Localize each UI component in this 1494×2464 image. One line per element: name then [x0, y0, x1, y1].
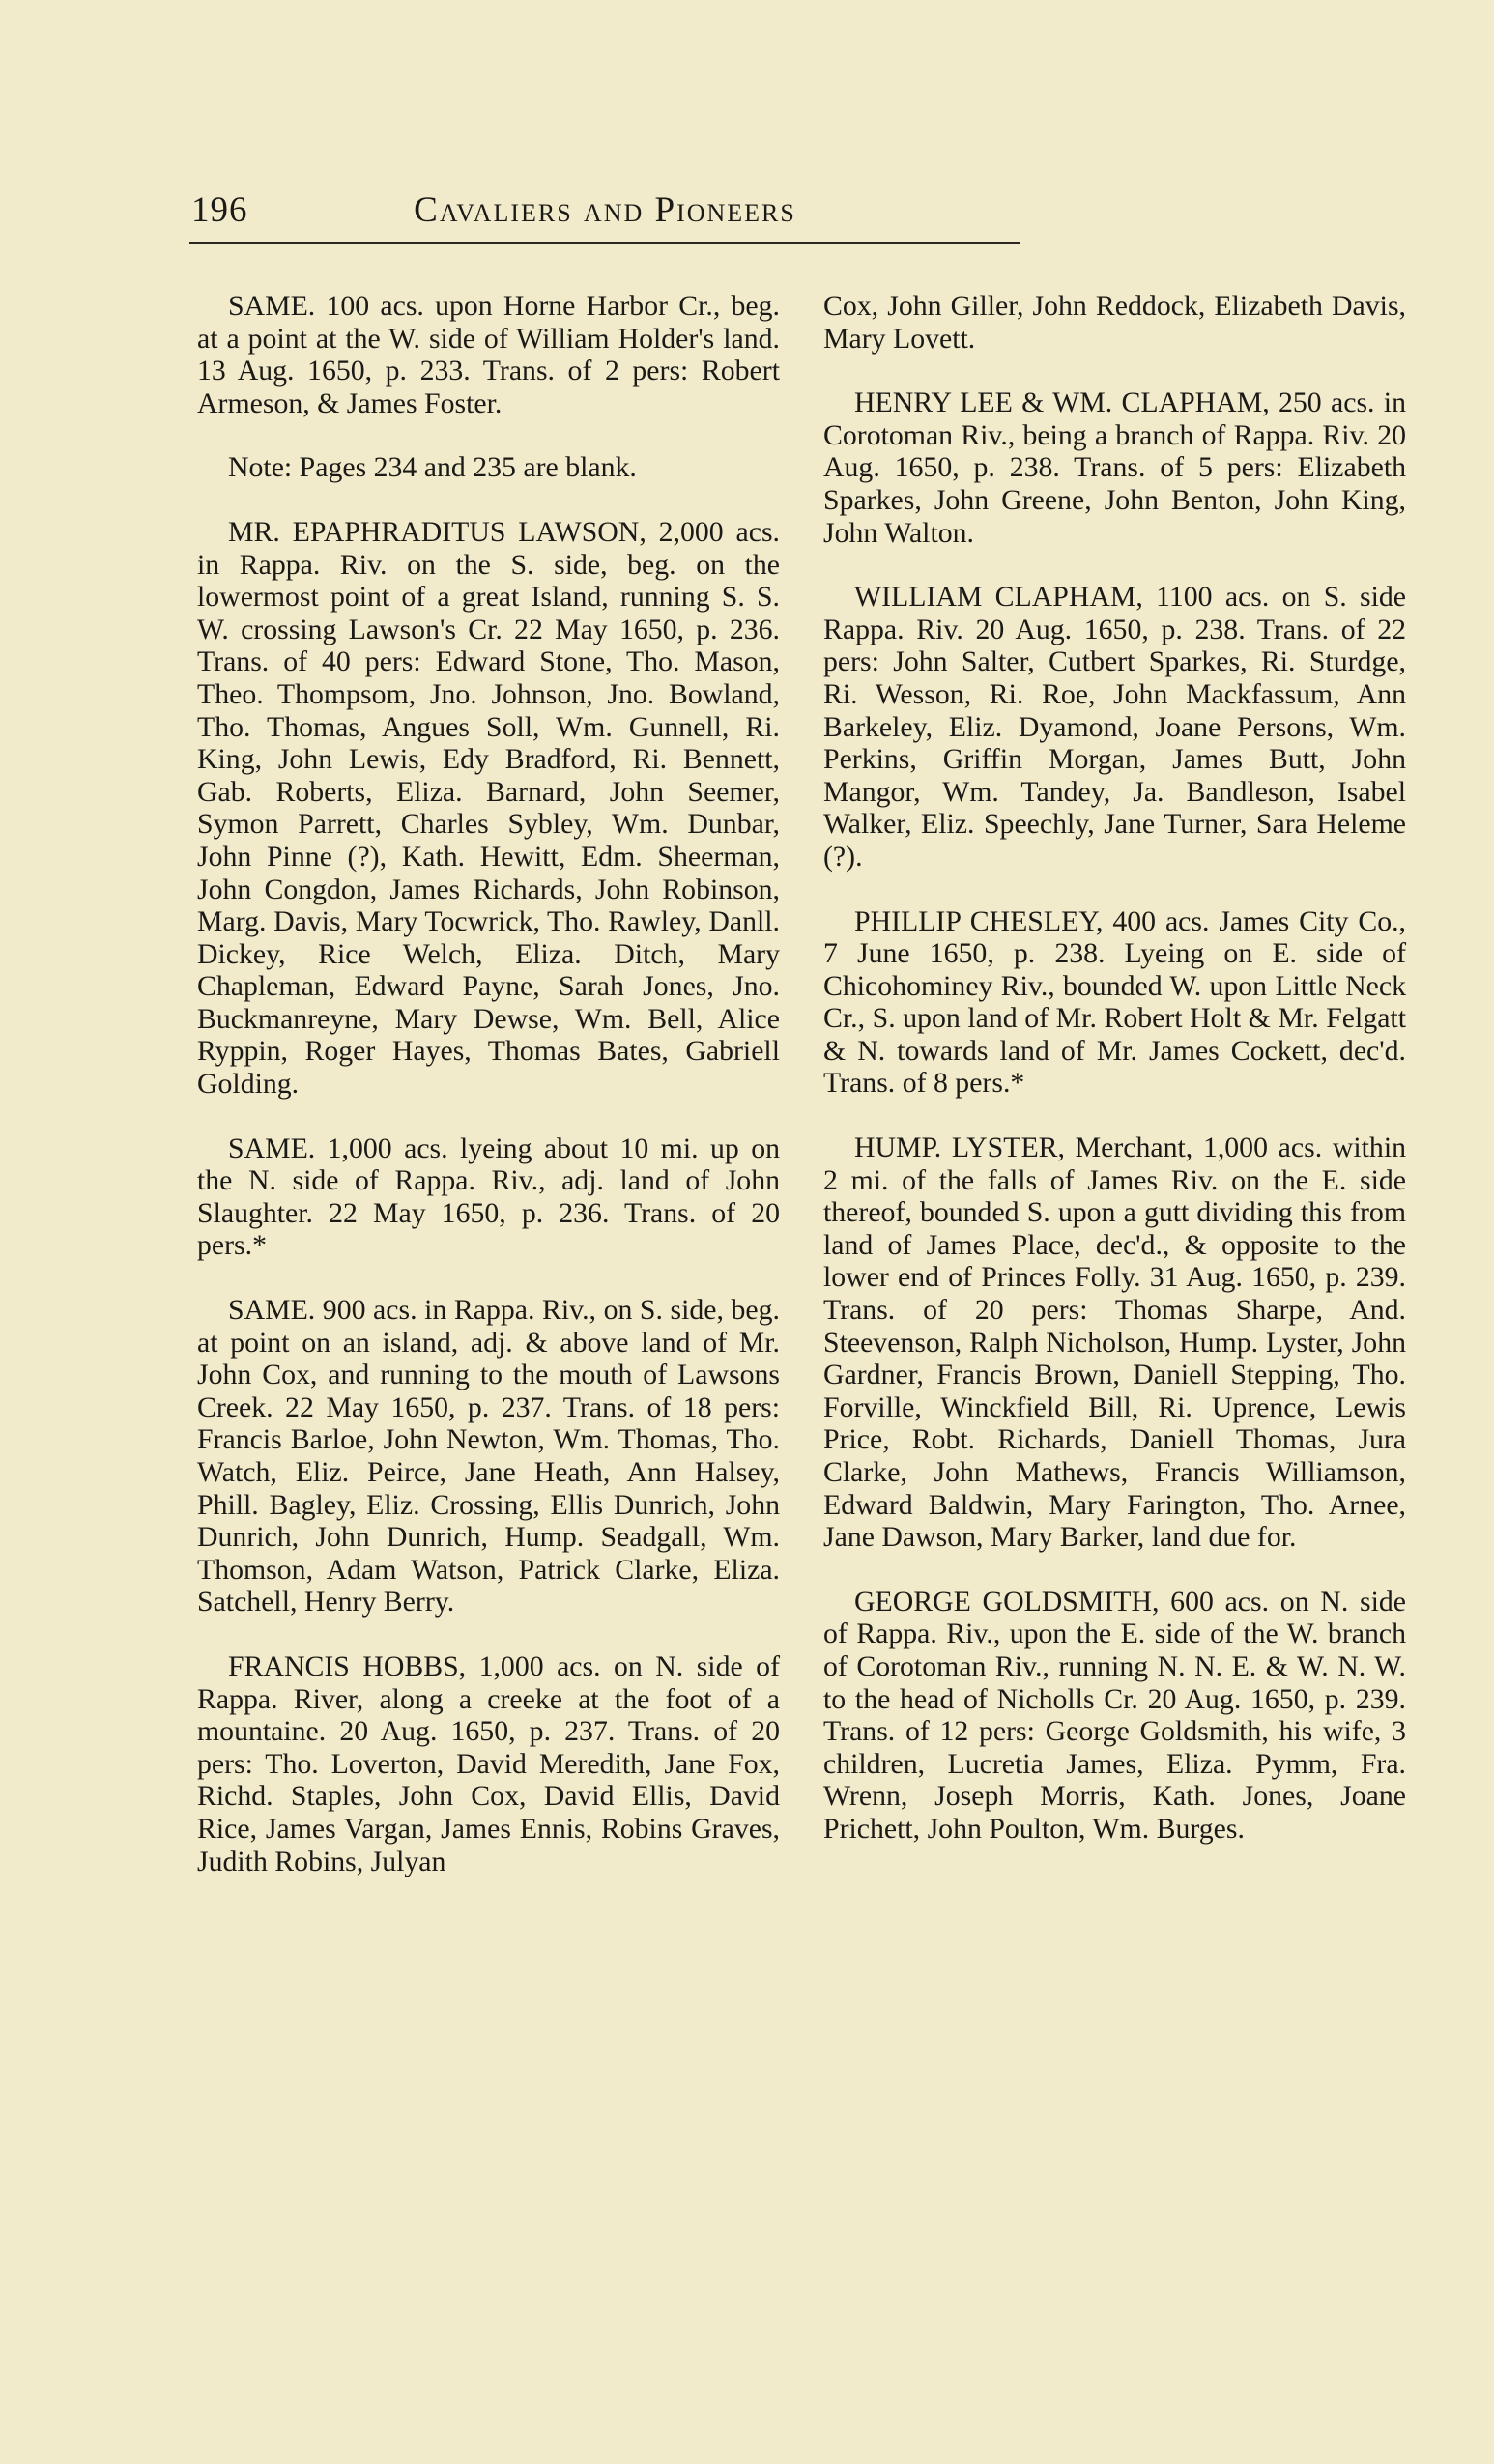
entry-phillip-chesley: PHILLIP CHESLEY, 400 acs. James City Co., 7 June 1650, p. 238. Lyeing on E. side of Chicohominey Riv., bounded W. upon Little Neck Cr., S. upon land of Mr. Robert Holt & Mr. Felgatt & N. towards land of Mr. James Cockett, dec'd. Trans. of 8 pers.* [823, 904, 1406, 1100]
entry-continuation: Cox, John Giller, John Reddock, Elizabeth Davis, Mary Lovett. [823, 290, 1406, 355]
page-header [191, 189, 1019, 238]
left-column [197, 290, 780, 1909]
entry-same-900-acs: SAME. 900 acs. in Rappa. Riv., on S. side, beg. at point on an island, adj. & above land of Mr. John Cox, and running to the mouth of Lawsons Creek. 22 May 1650, p. 237. Trans. of 18 pers: Francis Barloe, John Newton, Wm. Thomas, Tho. Watch, Eliz. Peirce, Jane Heath, Ann Halsey, Phill. Bagley, Eliz. Crossing, Ellis Dunrich, John Dunrich, John Dunrich, Hump. Seadgall, Wm. Thomson, Adam Watson, Patrick Clarke, Eliza. Satchell, Henry Berry. [197, 1294, 780, 1619]
right-column [823, 290, 1406, 1877]
header-rule [189, 242, 1020, 244]
note-blank-pages: Note: Pages 234 and 235 are blank. [228, 451, 637, 484]
entry-george-goldsmith: GEORGE GOLDSMITH, 600 acs. on N. side of Rappa. Riv., upon the E. side of the W. branch of Corotoman Riv., running N. N. E. & W. N. W. to the head of Nicholls Cr. 20 Aug. 1650, p. 239. Trans. of 12 pers: George Goldsmith, his wife, 3 children, Lucretia James, Eliza. Pymm, Fra. Wrenn, Joseph Morris, Kath. Jones, Joane Prichett, John Poulton, Wm. Burges. [823, 1585, 1406, 1845]
running-title: Cavaliers and Pioneers [414, 190, 796, 230]
page-number: 196 [191, 190, 248, 230]
entry-francis-hobbs: FRANCIS HOBBS, 1,000 acs. on N. side of Rappa. River, along a creeke at the foot of a mountaine. 20 Aug. 1650, p. 237. Trans. of 20 pers: Tho. Loverton, David Meredith, Jane Fox, Richd. Staples, John Cox, David Ellis, David Rice, James Vargan, James Ennis, Robins Graves, Judith Robins, Julyan [197, 1649, 780, 1877]
entry-same-1000-acs: SAME. 1,000 acs. lyeing about 10 mi. up on the N. side of Rappa. Riv., adj. land of John Slaughter. 22 May 1650, p. 236. Trans. of 20 pers.* [197, 1132, 780, 1262]
entry-epaphraditus-lawson: MR. EPAPHRADITUS LAWSON, 2,000 acs. in Rappa. Riv. on the S. side, beg. on the lowermost point of a great Island, running S. S. W. crossing Lawson's Cr. 22 May 1650, p. 236. Trans. of 40 pers: Edward Stone, Tho. Mason, Theo. Thompsom, Jno. Johnson, Jno. Bowland, Tho. Thomas, Angues Soll, Wm. Gunnell, Ri. King, John Lewis, Edy Bradford, Ri. Bennett, Gab. Roberts, Eliza. Barnard, John Seemer, Symon Parrett, Charles Sybley, Wm. Dunbar, John Pinne (?), Kath. Hewitt, Edm. Sheerman, John Congdon, James Richards, John Robinson, Marg. Davis, Mary Tocwrick, Tho. Rawley, Danll. Dickey, Rice Welch, Eliza. Ditch, Mary Chapleman, Edward Payne, Sarah Jones, Jno. Buckmanreyne, Mary Dewse, Wm. Bell, Alice Ryppin, Roger Hayes, Thomas Bates, Gabriell Golding. [197, 515, 780, 1101]
entry-same-horne-harbor: SAME. 100 acs. upon Horne Harbor Cr., beg. at a point at the W. side of William Holder's land. 13 Aug. 1650, p. 233. Trans. of 2 pers: Robert Armeson, & James Foster. [197, 290, 780, 419]
entry-william-clapham: WILLIAM CLAPHAM, 1100 acs. on S. side Rappa. Riv. 20 Aug. 1650, p. 238. Trans. of 22 pers: John Salter, Cutbert Sparkes, Ri. Sturdge, Ri. Wesson, Ri. Roe, John Mackfassum, Ann Barkeley, Eliz. Dyamond, Joane Persons, Wm. Perkins, Griffin Morgan, James Butt, John Mangor, Wm. Tandey, Ja. Bandleson, Isabel Walker, Eliz. Speechly, Jane Turner, Sara Heleme (?). [823, 581, 1406, 873]
entry-hump-lyster: HUMP. LYSTER, Merchant, 1,000 acs. within 2 mi. of the falls of James Riv. on the E. side thereof, bounded S. upon a gutt dividing this from land of James Place, dec'd., & opposite to the lower end of Princes Folly. 31 Aug. 1650, p. 239. Trans. of 20 pers: Thomas Sharpe, And. Steevenson, Ralph Nicholson, Hump. Lyster, John Gardner, Francis Brown, Daniell Stepping, Tho. Forville, Winckfield Bill, Ri. Uprence, Lewis Price, Robt. Richards, Daniell Thomas, Jura Clarke, John Mathews, Francis Williamson, Edward Baldwin, Mary Farington, Tho. Arnee, Jane Dawson, Mary Barker, land due for. [823, 1132, 1406, 1554]
entry-henry-lee-wm-clapham: HENRY LEE & WM. CLAPHAM, 250 acs. in Corotoman Riv., being a branch of Rappa. Riv. 20 Aug. 1650, p. 238. Trans. of 5 pers: Elizabeth Sparkes, John Greene, John Benton, John King, John Walton. [823, 387, 1406, 549]
